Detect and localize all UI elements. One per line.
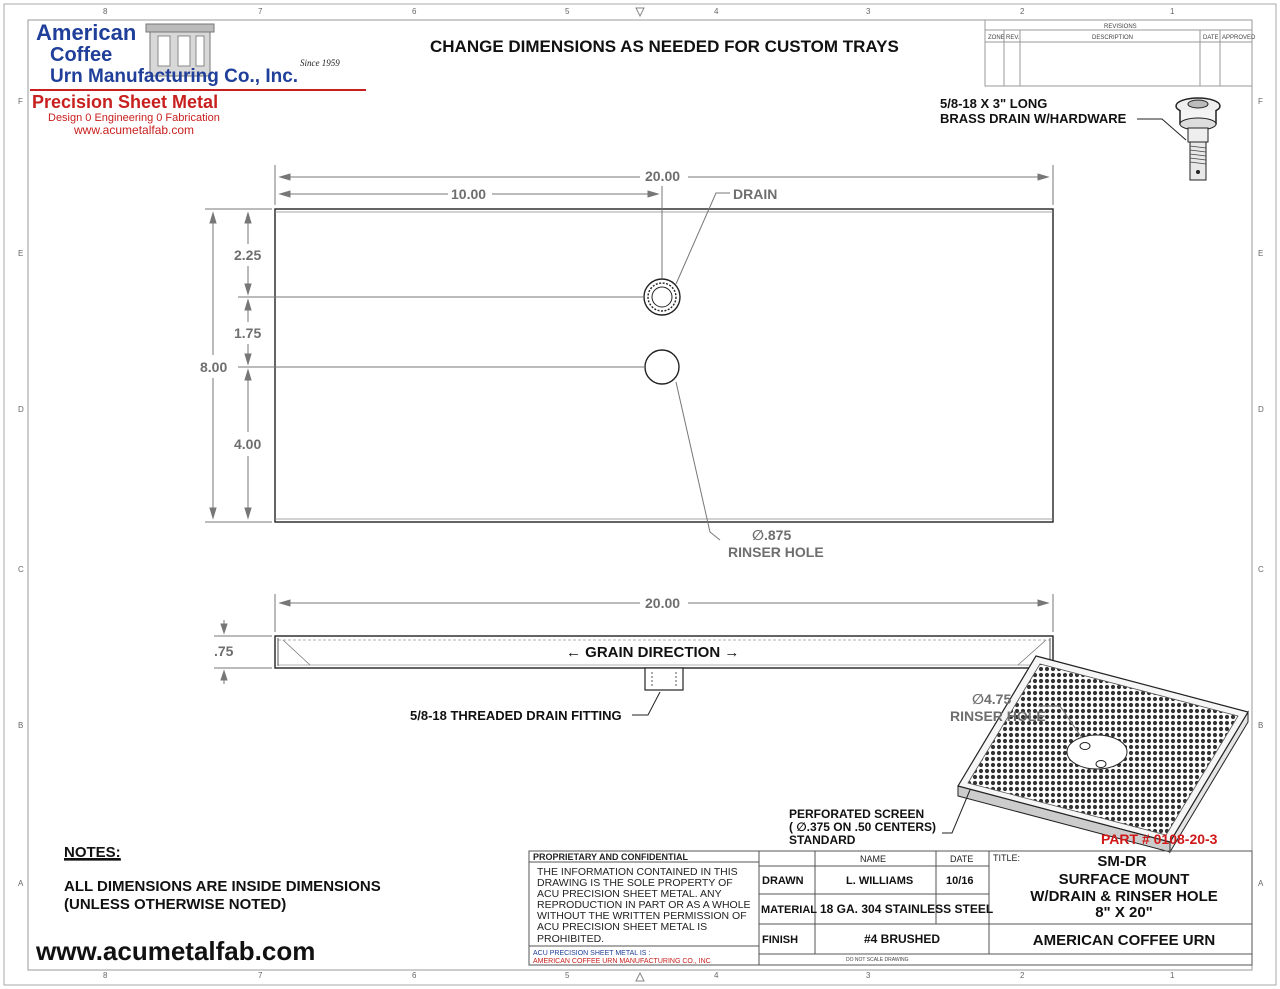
rev-col-approved: APPROVED [1222,35,1256,41]
notes-line-1: ALL DIMENSIONS ARE INSIDE DIMENSIONS [64,878,381,895]
zone-row-f-right: F [1258,97,1263,106]
drawn-date: 10/16 [946,875,974,887]
proprietary-line-1: THE INFORMATION CONTAINED IN THIS [537,866,738,878]
drawn-label: DRAWN [762,875,804,887]
dim-overall-length-value: 20.00 [645,168,681,184]
zone-row-f: F [18,97,23,106]
proprietary-line-7: PROHIBITED. [537,933,605,945]
proprietary-line-3: ACU PRECISION SHEET METAL. ANY [537,888,722,900]
dim-height-value: .75 [214,643,234,659]
perf-label-3: STANDARD [789,833,856,847]
center-marker-bottom [636,973,644,981]
title-line-3: W/DRAIN & RINSER HOLE [1030,888,1218,905]
rev-col-rev: REV. [1006,35,1020,41]
logo-coffee: Coffee [50,44,113,66]
zone-col-2: 2 [1020,7,1025,16]
finish-value: #4 BRUSHED [864,932,941,946]
zone-col-1: 1 [1170,7,1175,16]
logo-services: Design 0 Engineering 0 Fabrication [48,112,220,124]
title-line-1: SM-DR [1097,853,1147,870]
perf-label-2: ( ∅.375 ON .50 CENTERS) [789,820,936,834]
finish-label: FINISH [762,934,799,946]
title-company: AMERICAN COFFEE URN [1032,932,1216,949]
sheet-main-title: CHANGE DIMENSIONS AS NEEDED FOR CUSTOM TRAYS [430,37,899,56]
dim-drain-to-rinser-value: 1.75 [234,325,262,341]
top-view [200,165,1053,560]
zone-col-1-bottom: 1 [1170,971,1175,980]
date-header: DATE [950,854,974,864]
zone-col-7-bottom: 7 [258,971,263,980]
zone-col-5: 5 [565,7,570,16]
name-header: NAME [860,854,887,864]
zone-row-e-right: E [1258,249,1264,258]
material-value: 18 GA. 304 STAINLESS STEEL [820,902,994,916]
zone-row-b-right: B [1258,721,1264,730]
brass-drain-leader [1137,119,1186,140]
fitting-leader [632,692,660,715]
zone-row-b: B [18,721,24,730]
proprietary-footer-2: AMERICAN COFFEE URN MANUFACTURING CO., INC [533,958,711,965]
proprietary-line-2: DRAWING IS THE SOLE PROPERTY OF [537,877,733,889]
dim-half-length-value: 10.00 [451,186,487,202]
zone-col-3-bottom: 3 [866,971,871,980]
drain-hole [644,279,680,315]
logo-american: American [36,20,137,45]
zone-col-6-bottom: 6 [412,971,417,980]
material-label: MATERIAL [761,904,818,916]
brass-drain-label-2: BRASS DRAIN W/HARDWARE [940,111,1127,126]
iso-rinser-hole-label: RINSER HOLE [950,708,1046,724]
zone-row-c-right: C [1258,565,1264,574]
zone-row-a-right: A [1258,879,1264,888]
part-number: PART # 0108-20-3 [1101,831,1218,847]
zone-col-6: 6 [412,7,417,16]
proprietary-line-6: ACU PRECISION SHEET METAL IS [537,921,708,933]
title-line-2: SURFACE MOUNT [1058,871,1190,888]
iso-rinser-dia-label: ∅4.75 [972,691,1012,707]
rinser-dia-label: ∅.875 [752,527,792,543]
zone-col-3: 3 [866,7,871,16]
zone-col-5-bottom: 5 [565,971,570,980]
dim-bottom-offset-value: 4.00 [234,436,262,452]
perf-label-1: PERFORATED SCREEN [789,807,925,821]
zone-row-c: C [18,565,24,574]
side-view [214,594,1053,723]
rev-col-description: DESCRIPTION [1092,35,1134,41]
title-block [529,851,1252,965]
proprietary-line-5: WITHOUT THE WRITTEN PERMISSION OF [537,910,747,922]
logo-precision-sheet-metal: Precision Sheet Metal [32,92,219,112]
proprietary-footer-1: ACU PRECISION SHEET METAL IS : [533,950,651,957]
brass-drain-label-1: 5/8-18 X 3" LONG [940,96,1048,111]
logo-website: www.acumetalfab.com [74,123,195,137]
notes-website: www.acumetalfab.com [36,936,316,966]
zone-row-a: A [18,879,24,888]
title-label: TITLE: [993,853,1021,863]
logo-since: Since 1959 [300,58,340,68]
zone-col-8: 8 [103,7,108,16]
notes-line-2: (UNLESS OTHERWISE NOTED) [64,896,287,913]
title-line-4: 8" X 20" [1095,904,1153,921]
rev-col-date: DATE [1203,35,1219,41]
zone-col-8-bottom: 8 [103,971,108,980]
dim-width-value: 8.00 [200,359,228,375]
brass-drain-icon [1176,98,1220,180]
notes-section [35,844,381,966]
rinser-hole [645,350,679,384]
revisions-block [985,20,1256,86]
revisions-title: REVISIONS [1104,24,1137,30]
isometric-view [789,656,1248,852]
logo-urn-manufacturing: Urn Manufacturing Co., Inc. [50,66,299,87]
zone-row-e: E [18,249,24,258]
dim-side-length-value: 20.00 [645,595,681,611]
zone-row-d-right: D [1258,405,1264,414]
center-marker-top [636,8,644,16]
drain-label: DRAIN [733,186,778,202]
drawn-name: L. WILLIAMS [846,875,914,887]
proprietary-title: PROPRIETARY AND CONFIDENTIAL [533,852,689,862]
grain-direction-label: ← GRAIN DIRECTION → [566,644,740,661]
zone-col-4-bottom: 4 [714,971,719,980]
zone-row-d: D [18,405,24,414]
rev-col-zone: ZONE [988,35,1005,41]
zone-col-4: 4 [714,7,719,16]
notes-title: NOTES: [64,844,121,861]
zone-col-7: 7 [258,7,263,16]
threaded-drain-fitting [645,668,683,690]
rinser-hole-label: RINSER HOLE [728,544,824,560]
threaded-fitting-label: 5/8-18 THREADED DRAIN FITTING [410,708,622,723]
zone-col-2-bottom: 2 [1020,971,1025,980]
company-logo [30,20,366,137]
proprietary-line-4: REPRODUCTION IN PART OR AS A WHOLE [537,899,751,911]
dim-top-offset-value: 2.25 [234,247,262,263]
do-not-scale: DO NOT SCALE DRAWING [846,957,909,963]
